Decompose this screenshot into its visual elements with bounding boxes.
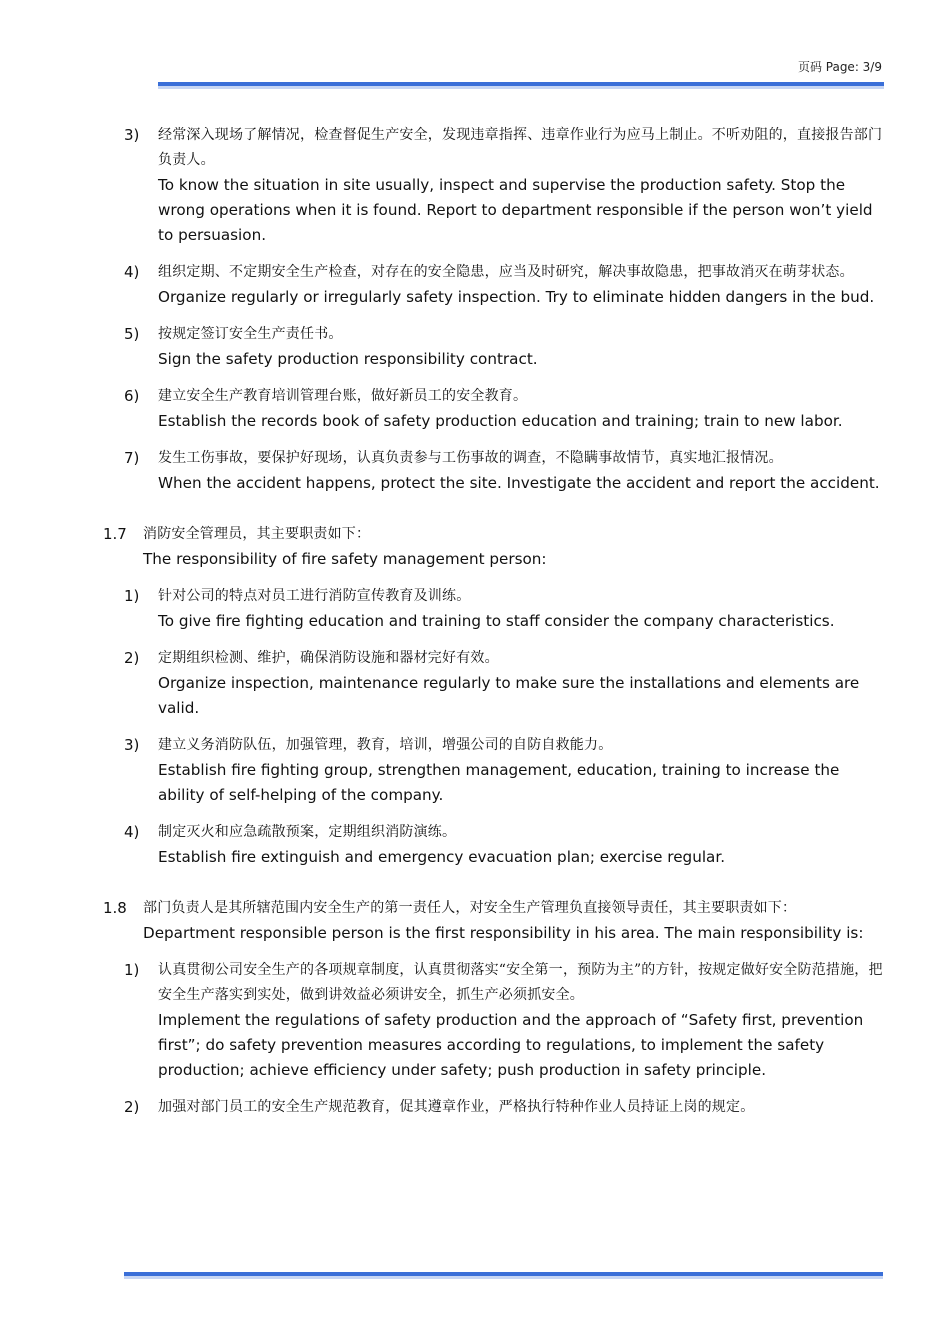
list-item: [0, 1095, 950, 1120]
item-text-zh: 建立义务消防队伍，加强管理，教育，培训，增强公司的自防自救能力。: [158, 737, 613, 753]
item-text-zh: 发生工伤事故，要保护好现场，认真负责参与工伤事故的调查，不隐瞒事故情节，真实地汇报情况。: [158, 450, 783, 466]
item-text-zh: 建立安全生产教育培训管理台账，做好新员工的安全教育。: [158, 388, 528, 404]
item-text-zh: 加强对部门员工的安全生产规范教育，促其遵章作业，严格执行特种作业人员持证上岗的规定。: [158, 1099, 755, 1115]
document-body: [0, 123, 950, 1132]
item-number: 1): [124, 587, 140, 605]
section-number: 1.8: [103, 899, 127, 917]
item-text-en: Implement the regulations of safety production and the approach of “Safety first, prevention first”; do safety prevention measures according to regulations, to implement the safety production; achieve efficiency under safety; push production in safety principle.: [158, 1011, 864, 1079]
item-number: 3): [124, 126, 140, 144]
item-text-zh: 针对公司的特点对员工进行消防宣传教育及训练。: [158, 588, 471, 604]
item-number: 1): [124, 961, 140, 979]
item-number: 5): [124, 325, 140, 343]
item-text-en: Organize inspection, maintenance regularly to make sure the installations and elements are valid.: [158, 674, 860, 717]
list-item: [0, 260, 950, 310]
item-text-en: Organize regularly or irregularly safety inspection. Try to eliminate hidden dangers in the bud.: [158, 288, 875, 306]
list-item: [0, 123, 950, 248]
item-text-en: Sign the safety production responsibility contract.: [158, 350, 538, 368]
item-text-en: Establish the records book of safety production education and training; train to new labor.: [158, 412, 843, 430]
list-item: [0, 584, 950, 634]
item-text-en: When the accident happens, protect the site. Investigate the accident and report the accident.: [158, 474, 880, 492]
item-text-en: To know the situation in site usually, inspect and supervise the production safety. Stop the wrong operations when it is found. Report to department responsible if the person won’t yield to persuasion.: [158, 176, 873, 244]
item-text-zh: 认真贯彻公司安全生产的各项规章制度，认真贯彻落实“安全第一，预防为主”的方针，按规定做好安全防范措施，把安全生产落实到实处，做到讲效益必须讲安全，抓生产必须抓安全。: [158, 962, 883, 1003]
section-title-zh: 部门负责人是其所辖范围内安全生产的第一责任人，对安全生产管理负直接领导责任，其主要职责如下：: [143, 900, 797, 916]
list-item: [0, 446, 950, 496]
item-text-en: Establish fire fighting group, strengthen management, education, training to increase the ability of self-helping of the company.: [158, 761, 840, 804]
list-item: [0, 820, 950, 870]
header-rule: [158, 82, 884, 86]
page-number: 页码 Page: 3/9: [797, 60, 882, 74]
item-number: 4): [124, 263, 140, 281]
item-text-zh: 组织定期、不定期安全生产检查，对存在的安全隐患，应当及时研究，解决事故隐患，把事故消灭在萌芽状态。: [158, 264, 854, 280]
list-item: [0, 322, 950, 372]
item-text-zh: 经常深入现场了解情况，检查督促生产安全，发现违章指挥、违章作业行为应马上制止。不听劝阻的，直接报告部门负责人。: [158, 127, 883, 168]
section-title-en: Department responsible person is the first responsibility in his area. The main responsibility is:: [143, 924, 864, 942]
item-text-zh: 按规定签订安全生产责任书。: [158, 326, 343, 342]
item-number: 2): [124, 1098, 140, 1116]
item-number: 4): [124, 823, 140, 841]
item-text-zh: 定期组织检测、维护，确保消防设施和器材完好有效。: [158, 650, 499, 666]
section-title-zh: 消防安全管理员，其主要职责如下：: [143, 526, 371, 542]
page-header: [158, 52, 884, 92]
section-heading-1-8: [0, 896, 950, 946]
item-text-zh: 制定灭火和应急疏散预案，定期组织消防演练。: [158, 824, 457, 840]
list-item: [0, 958, 950, 1083]
item-number: 2): [124, 649, 140, 667]
item-number: 6): [124, 387, 140, 405]
item-text-en: Establish fire extinguish and emergency evacuation plan; exercise regular.: [158, 848, 726, 866]
list-item: [0, 646, 950, 721]
item-text-en: To give fire fighting education and training to staff consider the company characteristics.: [158, 612, 835, 630]
footer-rule: [124, 1272, 883, 1276]
list-item: [0, 384, 950, 434]
item-number: 3): [124, 736, 140, 754]
section-heading-1-7: [0, 522, 950, 572]
section-title-en: The responsibility of fire safety management person:: [143, 550, 547, 568]
item-number: 7): [124, 449, 140, 467]
section-number: 1.7: [103, 525, 127, 543]
list-item: [0, 733, 950, 808]
